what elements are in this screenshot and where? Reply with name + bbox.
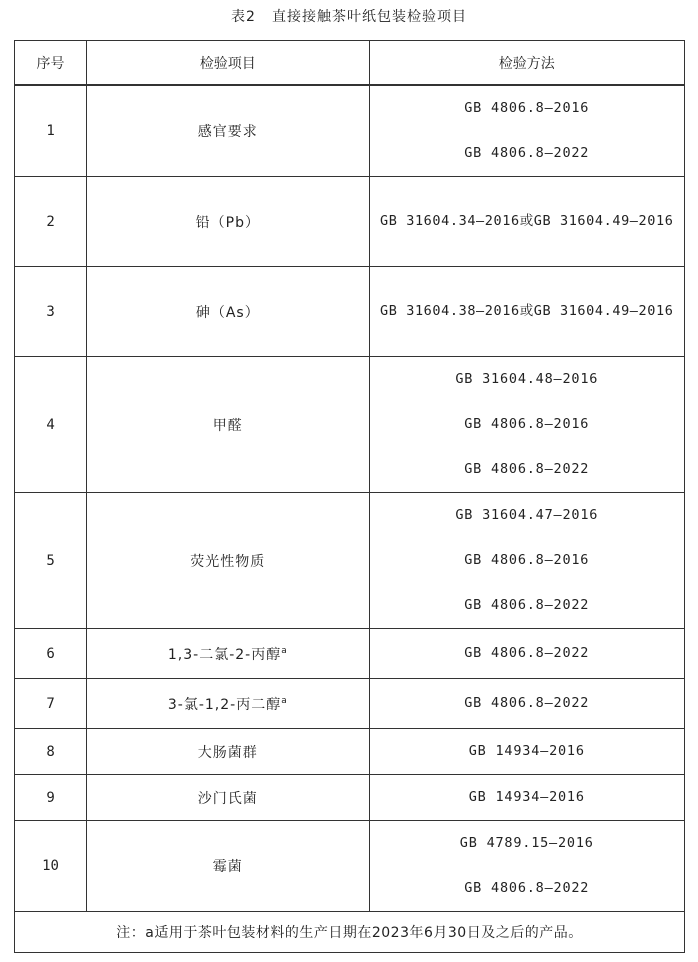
row-no: 2 bbox=[15, 177, 87, 267]
row-item: 感官要求 bbox=[87, 85, 369, 177]
table-row bbox=[15, 493, 685, 629]
row-no: 10 bbox=[15, 821, 87, 912]
row-item: 铅（Pb） bbox=[87, 177, 369, 267]
row-methods bbox=[369, 679, 685, 729]
table-header-row bbox=[15, 41, 685, 86]
row-item: 3-氯-1,2-丙二醇$^a$ bbox=[87, 679, 369, 729]
row-item: 霉菌 bbox=[87, 821, 369, 912]
header-no: 序号 bbox=[15, 41, 87, 86]
method-line: GB 31604.38—2016或GB 31604.49—2016 bbox=[380, 303, 674, 319]
row-no: 6 bbox=[15, 629, 87, 679]
row-no: 3 bbox=[15, 267, 87, 357]
method-line: GB 31604.47—2016 bbox=[455, 507, 599, 523]
row-no: 4 bbox=[15, 357, 87, 493]
row-methods bbox=[369, 775, 685, 821]
footnote-marker: a bbox=[281, 695, 288, 706]
footnote-marker: a bbox=[281, 645, 288, 656]
table-note: 注：a适用于茶叶包装材料的生产日期在2023年6月30日及之后的产品。 bbox=[15, 912, 685, 953]
method-line: GB 4806.8—2022 bbox=[464, 880, 590, 896]
method-line: GB 31604.34—2016或GB 31604.49—2016 bbox=[380, 213, 674, 229]
header-method: 检验方法 bbox=[369, 41, 685, 86]
method-line: GB 4789.15—2016 bbox=[459, 835, 594, 851]
row-methods bbox=[369, 357, 685, 493]
table-row bbox=[15, 629, 685, 679]
table-row bbox=[15, 267, 685, 357]
row-item: 沙门氏菌 bbox=[87, 775, 369, 821]
table-row bbox=[15, 679, 685, 729]
header-item: 检验项目 bbox=[87, 41, 369, 86]
caption-title: 直接接触茶叶纸包装检验项目 bbox=[271, 9, 467, 25]
caption-label: 表2 bbox=[231, 9, 256, 25]
method-line: GB 4806.8—2022 bbox=[464, 597, 590, 613]
method-line: GB 4806.8—2022 bbox=[464, 645, 590, 661]
table-row bbox=[15, 85, 685, 177]
table-row bbox=[15, 729, 685, 775]
row-no: 7 bbox=[15, 679, 87, 729]
row-no: 8 bbox=[15, 729, 87, 775]
note-row bbox=[15, 912, 685, 953]
method-line: GB 4806.8—2016 bbox=[464, 552, 590, 568]
row-methods bbox=[369, 177, 685, 267]
row-methods bbox=[369, 629, 685, 679]
table-row bbox=[15, 177, 685, 267]
row-no: 1 bbox=[15, 85, 87, 177]
method-line: GB 14934—2016 bbox=[468, 743, 585, 759]
row-item: 砷（As） bbox=[87, 267, 369, 357]
method-line: GB 4806.8—2022 bbox=[464, 695, 590, 711]
table-caption bbox=[0, 6, 698, 26]
row-no: 5 bbox=[15, 493, 87, 629]
method-line: GB 4806.8—2016 bbox=[464, 416, 590, 432]
row-item: 甲醛 bbox=[87, 357, 369, 493]
method-line: GB 4806.8—2022 bbox=[464, 145, 590, 161]
row-methods bbox=[369, 267, 685, 357]
table-row bbox=[15, 821, 685, 912]
row-item: 荧光性物质 bbox=[87, 493, 369, 629]
row-no: 9 bbox=[15, 775, 87, 821]
method-line: GB 4806.8—2022 bbox=[464, 461, 590, 477]
row-item: 大肠菌群 bbox=[87, 729, 369, 775]
method-line: GB 14934—2016 bbox=[468, 789, 585, 805]
table-row bbox=[15, 357, 685, 493]
row-item: 1,3-二氯-2-丙醇$^a$ bbox=[87, 629, 369, 679]
row-methods bbox=[369, 85, 685, 177]
inspection-table bbox=[14, 40, 685, 953]
method-line: GB 4806.8—2016 bbox=[464, 100, 590, 116]
row-methods bbox=[369, 729, 685, 775]
row-methods bbox=[369, 821, 685, 912]
row-methods bbox=[369, 493, 685, 629]
method-line: GB 31604.48—2016 bbox=[455, 371, 599, 387]
table-row bbox=[15, 775, 685, 821]
